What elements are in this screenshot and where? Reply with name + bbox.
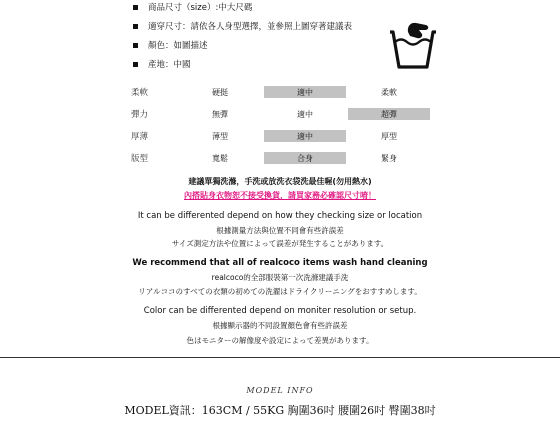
spec-item-size <box>133 0 252 14</box>
table-cell: 適中 <box>297 109 313 119</box>
row-label-thickness: 厚薄 <box>131 132 149 142</box>
wash-note-en: We recommend that all of realcoco items wash hand cleaning <box>132 258 428 268</box>
spec-text: 商品尺寸（size）:中大尺碼 <box>148 3 253 13</box>
bullet-square-icon <box>133 5 138 10</box>
size-note-en: It can be differented depend on how they checking size or location <box>137 211 423 221</box>
size-note-ja: サイズ測定方法や位置によって誤差が発生することがあります。 <box>171 239 389 248</box>
spec-text: 顏色：如圖描述 <box>148 41 208 51</box>
spec-text: 產地：中國 <box>148 60 191 70</box>
table-cell: 無彈 <box>212 109 228 119</box>
color-note-ja: 色はモニターの解像度や設定によって差異があります。 <box>186 336 374 345</box>
row-label-softness: 柔軟 <box>131 88 149 98</box>
spec-item-origin <box>133 57 191 71</box>
table-cell-selected: 適中 <box>264 86 346 98</box>
wash-note-zh: realcoco的全部服裝第一次洗滌建議手洗 <box>211 273 349 282</box>
underwear-exchange-notice: 內搭貼身衣物恕不接受換貨，請買家務必確認尺寸唷！ <box>184 191 376 200</box>
model-info-details: MODEL資訊：163CM / 55KG 胸圍36吋 腰圍26吋 臀圍38吋 <box>124 404 436 417</box>
spec-item-fit <box>133 19 352 33</box>
table-cell-selected: 合身 <box>264 152 346 164</box>
table-cell-selected: 超彈 <box>348 108 430 120</box>
table-cell: 緊身 <box>381 153 397 163</box>
table-cell: 柔軟 <box>381 87 397 97</box>
bullet-square-icon <box>133 43 138 48</box>
bullet-square-icon <box>133 24 138 29</box>
table-row <box>131 108 397 120</box>
color-note-en: Color can be differented depend on moniter resolution or setup. <box>143 306 417 316</box>
table-cell: 硬挺 <box>212 87 228 97</box>
wash-note-ja: リアルココのすべての衣類の初めての洗濯はドライクリーニングをおすすめします。 <box>138 287 422 296</box>
model-info-heading: MODEL INFO <box>246 386 314 395</box>
table-cell-selected: 適中 <box>264 130 346 142</box>
row-label-elasticity: 彈力 <box>131 110 149 120</box>
size-note-zh: 根據測量方法與位置不同會有些許誤差 <box>216 226 344 235</box>
section-divider <box>0 357 560 358</box>
bullet-square-icon <box>133 62 138 67</box>
table-row <box>131 86 397 98</box>
spec-text: 適穿尺寸：請依各人身型選擇，並參照上圖穿著建議表 <box>148 22 353 32</box>
table-cell: 厚型 <box>381 131 397 141</box>
hand-wash-icon <box>386 20 440 72</box>
table-row <box>131 130 397 142</box>
spec-item-color <box>133 38 208 52</box>
table-row <box>131 152 397 164</box>
table-cell: 薄型 <box>212 131 228 141</box>
table-cell: 寬鬆 <box>212 153 228 163</box>
row-label-fit: 版型 <box>131 154 149 164</box>
color-note-zh: 根據顯示器的不同設置顏色會有些許誤差 <box>212 321 348 330</box>
wash-tip: 建議單獨洗滌，手洗或放洗衣袋洗最佳喔(勿用熱水) <box>188 177 372 186</box>
